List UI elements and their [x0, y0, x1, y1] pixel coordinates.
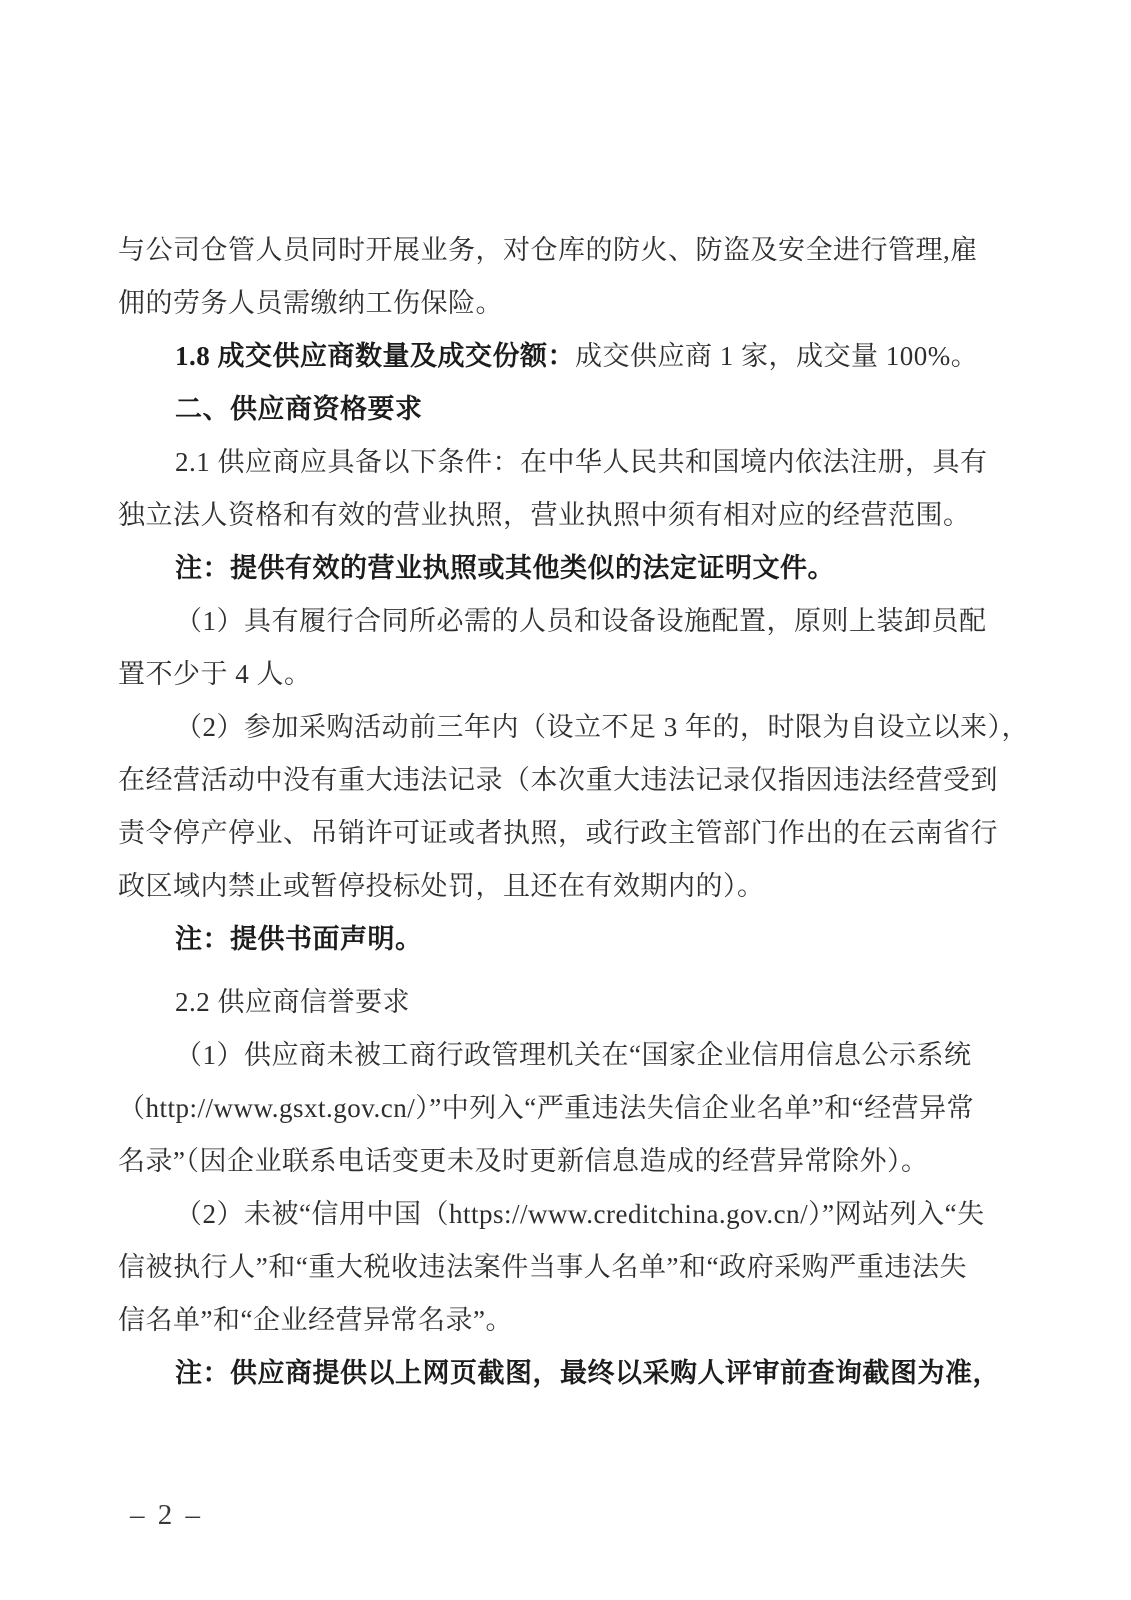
text-run: 置不少于 4 人。 [118, 659, 312, 689]
line-credit-1-a [118, 1029, 972, 1082]
text-run: 佣的劳务人员需缴纳工伤保险。 [118, 288, 503, 318]
text-run: （2）未被“信用中国（https://www.creditchina.gov.cn/）”网站列入“失 [175, 1199, 985, 1229]
line-item-2-b [118, 754, 998, 807]
bold-text-run: 注：提供有效的营业执照或其他类似的法定证明文件。 [175, 553, 835, 583]
text-run: （1）具有履行合同所必需的人员和设备设施配置，原则上装卸员配 [175, 606, 987, 636]
line-credit-2-b [118, 1241, 967, 1294]
text-run: （1）供应商未被工商行政管理机关在“国家企业信用信息公示系统 [175, 1040, 972, 1070]
bold-text-run: 1.8 成交供应商数量及成交份额： [175, 341, 575, 371]
line-item-1-a [118, 595, 987, 648]
bold-text-run: 二、供应商资格要求 [175, 394, 423, 424]
text-run: 2.1 供应商应具备以下条件：在中华人民共和国境内依法注册，具有 [175, 447, 988, 477]
text-run: 政区域内禁止或暂停投标处罚，且还在有效期内的）。 [118, 871, 765, 901]
text-run: 信被执行人”和“重大税收违法案件当事人名单”和“政府采购严重违法失 [118, 1252, 967, 1282]
line-clause-1-8 [118, 330, 979, 383]
line-note-statement [118, 913, 967, 966]
text-run: 2.2 供应商信誉要求 [175, 987, 410, 1017]
text-run: 信名单”和“企业经营异常名录”。 [118, 1305, 513, 1335]
line-item-2-c [118, 807, 998, 860]
line-credit-1-c [118, 1135, 967, 1188]
line-heading-section-2 [118, 383, 967, 436]
para-warehouse-cont-line-2 [118, 277, 967, 330]
line-clause-2-1-b [118, 489, 971, 542]
line-note-screenshot [118, 1347, 1000, 1400]
line-note-license [118, 542, 967, 595]
text-run: 责令停产停业、吊销许可证或者执照，或行政主管部门作出的在云南省行 [118, 818, 998, 848]
line-item-2-d [118, 860, 967, 913]
line-item-1-b [118, 648, 967, 701]
line-credit-2-a [118, 1188, 985, 1241]
text-run: 独立法人资格和有效的营业执照，营业执照中须有相对应的经营范围。 [118, 500, 971, 530]
line-clause-2-1-a [118, 436, 988, 489]
text-run: 在经营活动中没有重大违法记录（本次重大违法记录仅指因违法经营受到 [118, 765, 998, 795]
text-run: 名录”（因企业联系电话变更未及时更新信息造成的经营异常除外）。 [118, 1146, 929, 1176]
line-credit-2-c [118, 1294, 967, 1347]
document-text-block [118, 224, 1029, 1400]
text-run: 成交供应商 1 家，成交量 100%。 [575, 341, 979, 371]
line-heading-2-2 [118, 976, 967, 1029]
para-warehouse-cont-line-1 [118, 224, 978, 277]
line-credit-1-b [118, 1082, 975, 1135]
text-run: （2）参加采购活动前三年内（设立不足 3 年的，时限为自设立以来）， [175, 712, 1029, 742]
text-run: （http://www.gsxt.gov.cn/）”中列入“严重违法失信企业名单”和“经营异常 [118, 1093, 975, 1123]
line-item-2-a [118, 701, 1029, 754]
text-run: 与公司仓管人员同时开展业务，对仓库的防火、防盗及安全进行管理,雇 [118, 235, 978, 265]
bold-text-run: 注：提供书面声明。 [175, 924, 423, 954]
page-number: – 2 – [130, 1499, 203, 1531]
bold-text-run: 注：供应商提供以上网页截图，最终以采购人评审前查询截图为准， [175, 1358, 1000, 1388]
